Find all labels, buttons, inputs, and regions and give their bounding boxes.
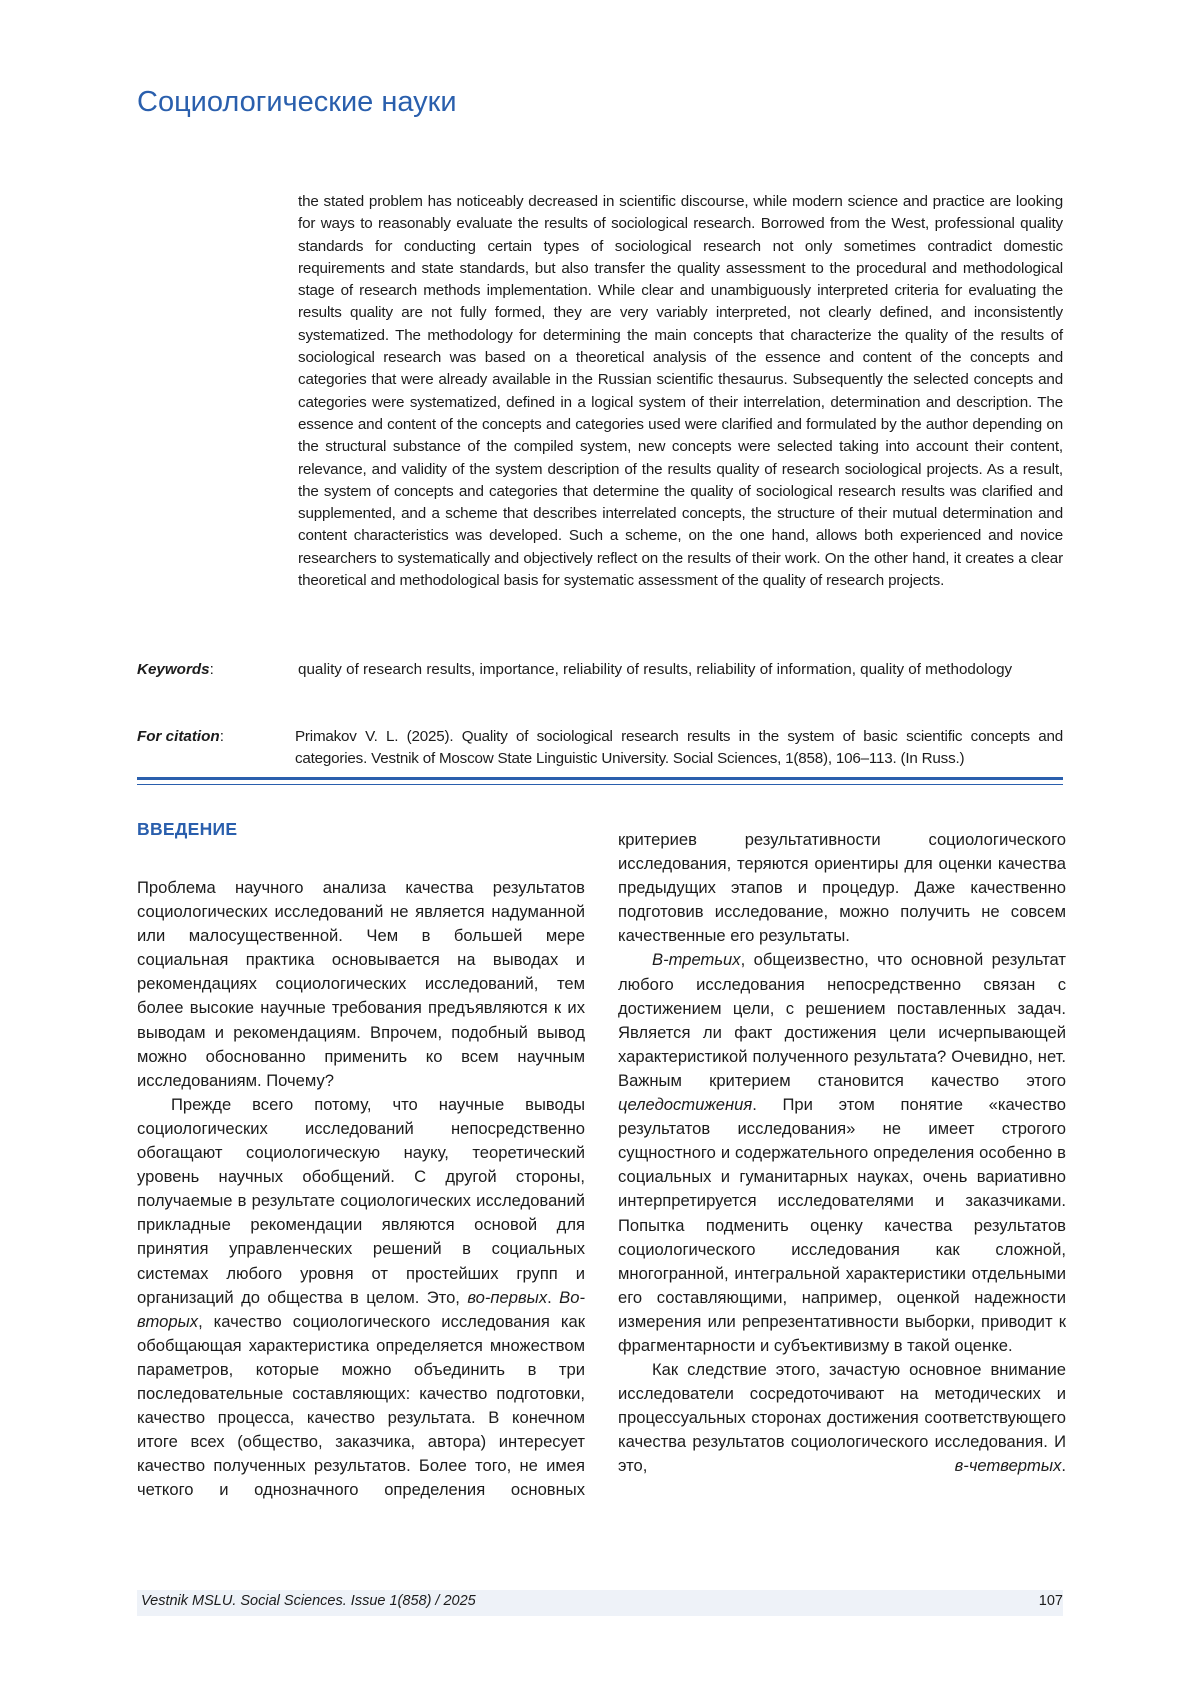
paragraph: Проблема научного анализа качества результатов социологических исследований не является надуманной или малосущественной. Чем в большей мере социальная практика основывается на выводах и рекомендациях социологических исследований, тем более высокие научные требования предъявляются к их выводам и рекомендациям. Впрочем, подобный вывод можно обоснованно применить ко всем научным исследованиям. Почему? bbox=[137, 878, 585, 1090]
introduction-heading: ВВЕДЕНИЕ bbox=[137, 819, 238, 839]
right-column bbox=[618, 828, 1066, 1479]
keywords-value: quality of research results, importance, reliability of results, reliability of information, quality of methodology bbox=[298, 661, 1013, 678]
section-title: Социологические науки bbox=[137, 86, 457, 118]
keywords-label: Keywords: bbox=[137, 661, 214, 678]
paragraph: критериев результативности социологического исследования, теряются ориентиры для оценки качества предыдущих этапов и процедур. Даже качественно подготовив исследование, можно получить не совсем качественные его результаты. bbox=[618, 830, 1066, 946]
left-column bbox=[137, 876, 585, 1502]
divider-thick bbox=[137, 777, 1063, 780]
paragraph: В-третьих, общеизвестно, что основной результат любого исследования непосредственно связан с достижением цели, с решением поставленных задач. Является ли факт достижения цели исчерпывающей характеристикой полученного результата? Очевидно, нет. Важным критерием становится качество этого целедостижения. При этом понятие «качество результатов исследования» не имеет строгого сущностного и содержательного определения особенно в социальных и гуманитарных науках, очень вариативно интерпретируется исследователями и заказчиками. Попытка подменить оценку качества результатов социологического исследования как сложной, многогранной, интегральной характеристики отдельными его составляющими, например, оценкой надежности измерения или репрезентативности выборки, приводит к фрагментарности и субъективизму в такой оценке. bbox=[618, 950, 1066, 1355]
abstract-text: the stated problem has noticeably decreased in scientific discourse, while modern science and practice are looking for ways to reasonably evaluate the results of sociological research. Borrowed from the West, professional quality standards for conducting certain types of sociological research not only sometimes contradict domestic requirements and state standards, but also transfer the quality assessment to the procedural and methodological stage of research methods implementation. While clear and unambiguously interpreted criteria for evaluating the results quality are not fully formed, they are very variably interpreted, not clearly defined, and inconsistently systematized. The methodology for determining the main concepts that characterize the quality of the results of sociological research was based on a theoretical analysis of the essence and content of the concepts and categories that were already available in the Russian scientific thesaurus. Subsequently the selected concepts and categories were systematized, defined in a logical system of their interrelation, determination and description. The essence and content of the concepts and categories used were clarified and formulated by the author depending on the structural substance of the compiled system, new concepts were selected taking into account their content, relevance, and validity of the system description of the results quality of research sociological projects. As a result, the system of concepts and categories that determine the quality of sociological research results was clarified and supplemented, and a scheme that describes interrelated concepts, the structure of their mutual determination and content characteristics was developed. Such a scheme, on the one hand, allows both experienced and novice researchers to systematically and objectively reflect on the results of their work. On the other hand, it creates a clear theoretical and methodological basis for systematic assessment of the quality of research projects. bbox=[298, 193, 1063, 590]
paragraph: Прежде всего потому, что научные выводы социологических исследований непосредственно обогащают социологическую науку, теоретический уровень научных обобщений. С другой стороны, получаемые в результате социологических исследований прикладные рекомендации являются основой для принятия управленческих решений в социальных системах любого уровня от простейших групп и организаций до общества в целом. Это, во-первых. Во-вторых, качество социологического исследования как обобщающая характеристика определяется множеством параметров, которые можно объединить в три последовательные составляющих: качество подготовки, качество процесса, качество результата. В конечном итоге всех (общество, заказчика, автора) интересует качество полученных результатов. Более того, не имея четкого и однозначного определения основных bbox=[137, 1094, 585, 1500]
divider-thin bbox=[137, 784, 1063, 785]
citation-value: Primakov V. L. (2025). Quality of sociological research results in the system of basic scientific concepts and categories. Vestnik of Moscow State Linguistic University. Social Sciences, 1(858), 106–113. (In Russ.) bbox=[295, 728, 1063, 768]
page-number: 107 bbox=[1038, 1593, 1063, 1609]
paragraph: Как следствие этого, зачастую основное внимание исследователи сосредоточивают на методических и процессуальных сторонах достижения соответствующего качества результатов социологического исследования. И это, в-четвертых. bbox=[618, 1360, 1066, 1476]
citation-label: For citation: bbox=[137, 728, 224, 745]
footer-journal-title: Vestnik MSLU. Social Sciences. Issue 1(858) / 2025 bbox=[141, 1593, 476, 1609]
